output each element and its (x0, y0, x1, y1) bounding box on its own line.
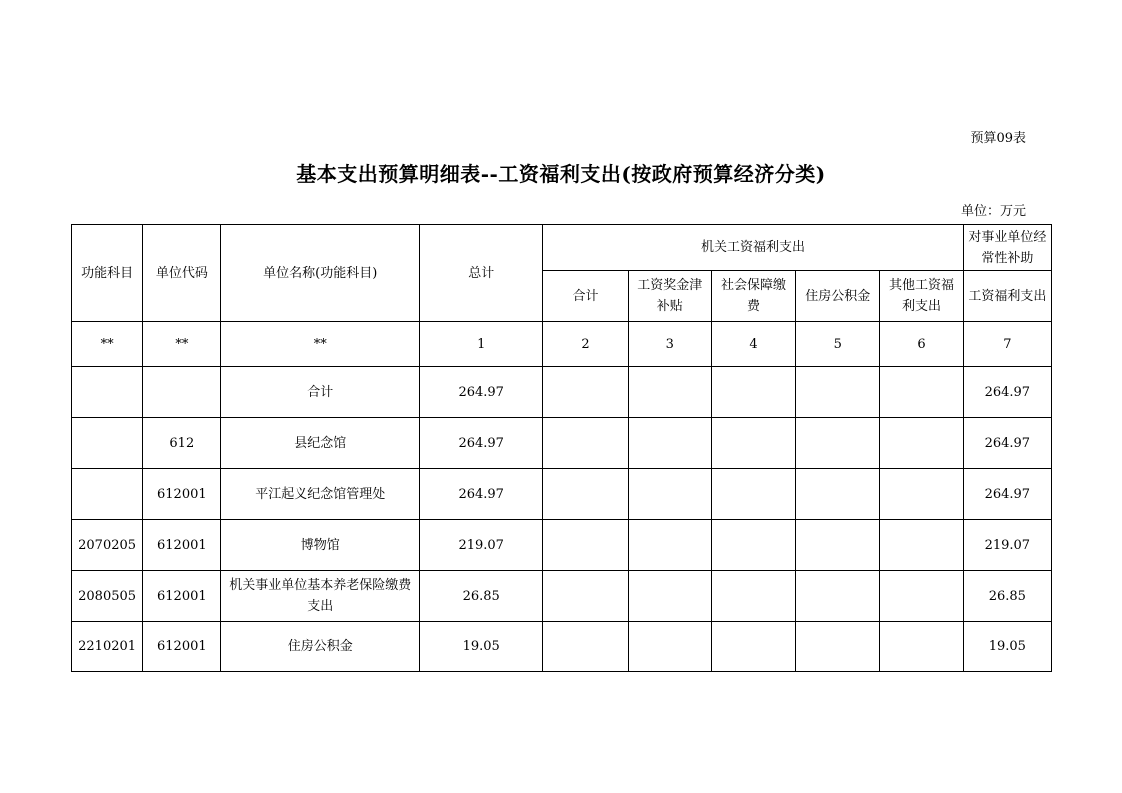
cell-other (880, 367, 963, 418)
cell-subsidy: 19.05 (963, 622, 1051, 672)
cell-subtotal (543, 622, 628, 672)
cell-subsidy: 26.85 (963, 571, 1051, 622)
cell-subtotal (543, 520, 628, 571)
cell-subtotal (543, 571, 628, 622)
cell-subsidy: 264.97 (963, 418, 1051, 469)
cell-code: 612001 (143, 622, 221, 672)
cell-total: 264.97 (420, 367, 543, 418)
header-total: 总计 (420, 225, 543, 322)
index-cell: 7 (963, 322, 1051, 367)
cell-func (72, 367, 143, 418)
header-agency-group: 机关工资福利支出 (543, 225, 963, 271)
cell-social (711, 367, 795, 418)
cell-salary (628, 418, 711, 469)
cell-social (711, 571, 795, 622)
index-cell: ** (221, 322, 420, 367)
cell-code (143, 367, 221, 418)
form-number: 预算09表 (970, 131, 1026, 146)
cell-name: 县纪念馆 (221, 418, 420, 469)
cell-total: 264.97 (420, 469, 543, 520)
table-row (72, 418, 1052, 469)
cell-name: 住房公积金 (221, 622, 420, 672)
index-cell: 5 (796, 322, 880, 367)
cell-salary (628, 520, 711, 571)
header-unit-name: 单位名称(功能科目) (221, 225, 420, 322)
cell-subtotal (543, 469, 628, 520)
table-row (72, 520, 1052, 571)
cell-housing (796, 571, 880, 622)
cell-total: 264.97 (420, 418, 543, 469)
cell-name: 合计 (221, 367, 420, 418)
cell-subtotal (543, 418, 628, 469)
header-func-subject: 功能科目 (72, 225, 143, 322)
cell-name: 博物馆 (221, 520, 420, 571)
cell-func (72, 418, 143, 469)
unit-label: 单位：万元 (960, 204, 1026, 219)
cell-housing (796, 520, 880, 571)
cell-social (711, 469, 795, 520)
cell-housing (796, 622, 880, 672)
table-row (72, 622, 1052, 672)
cell-func: 2070205 (72, 520, 143, 571)
cell-subsidy: 264.97 (963, 469, 1051, 520)
index-row (72, 322, 1052, 367)
cell-housing (796, 469, 880, 520)
cell-subtotal (543, 367, 628, 418)
cell-total: 26.85 (420, 571, 543, 622)
header-social: 社会保障缴费 (711, 271, 795, 322)
header-other: 其他工资福利支出 (880, 271, 963, 322)
cell-func (72, 469, 143, 520)
cell-code: 612 (143, 418, 221, 469)
header-housing: 住房公积金 (796, 271, 880, 322)
cell-func: 2210201 (72, 622, 143, 672)
cell-social (711, 520, 795, 571)
cell-salary (628, 622, 711, 672)
index-cell: 4 (711, 322, 795, 367)
index-cell: 3 (628, 322, 711, 367)
index-cell: 1 (420, 322, 543, 367)
cell-housing (796, 418, 880, 469)
cell-housing (796, 367, 880, 418)
cell-other (880, 622, 963, 672)
header-subsidy-group: 对事业单位经常性补助 (963, 225, 1051, 271)
cell-code: 612001 (143, 469, 221, 520)
cell-func: 2080505 (72, 571, 143, 622)
cell-salary (628, 367, 711, 418)
budget-table (71, 224, 1052, 672)
cell-other (880, 469, 963, 520)
table-row (72, 469, 1052, 520)
cell-social (711, 622, 795, 672)
table-row (72, 571, 1052, 622)
header-subsidy-salary: 工资福利支出 (963, 271, 1051, 322)
cell-other (880, 571, 963, 622)
cell-name: 平江起义纪念馆管理处 (221, 469, 420, 520)
header-salary: 工资奖金津补贴 (628, 271, 711, 322)
header-unit-code: 单位代码 (143, 225, 221, 322)
cell-code: 612001 (143, 520, 221, 571)
cell-subsidy: 219.07 (963, 520, 1051, 571)
header-subtotal: 合计 (543, 271, 628, 322)
cell-total: 19.05 (420, 622, 543, 672)
cell-other (880, 520, 963, 571)
cell-subsidy: 264.97 (963, 367, 1051, 418)
cell-social (711, 418, 795, 469)
cell-salary (628, 469, 711, 520)
cell-code: 612001 (143, 571, 221, 622)
index-cell: ** (72, 322, 143, 367)
cell-other (880, 418, 963, 469)
table-row (72, 367, 1052, 418)
index-cell: 2 (543, 322, 628, 367)
index-cell: 6 (880, 322, 963, 367)
cell-name: 机关事业单位基本养老保险缴费支出 (221, 571, 420, 622)
cell-salary (628, 571, 711, 622)
page-title: 基本支出预算明细表--工资福利支出(按政府预算经济分类) (296, 162, 826, 186)
index-cell: ** (143, 322, 221, 367)
cell-total: 219.07 (420, 520, 543, 571)
